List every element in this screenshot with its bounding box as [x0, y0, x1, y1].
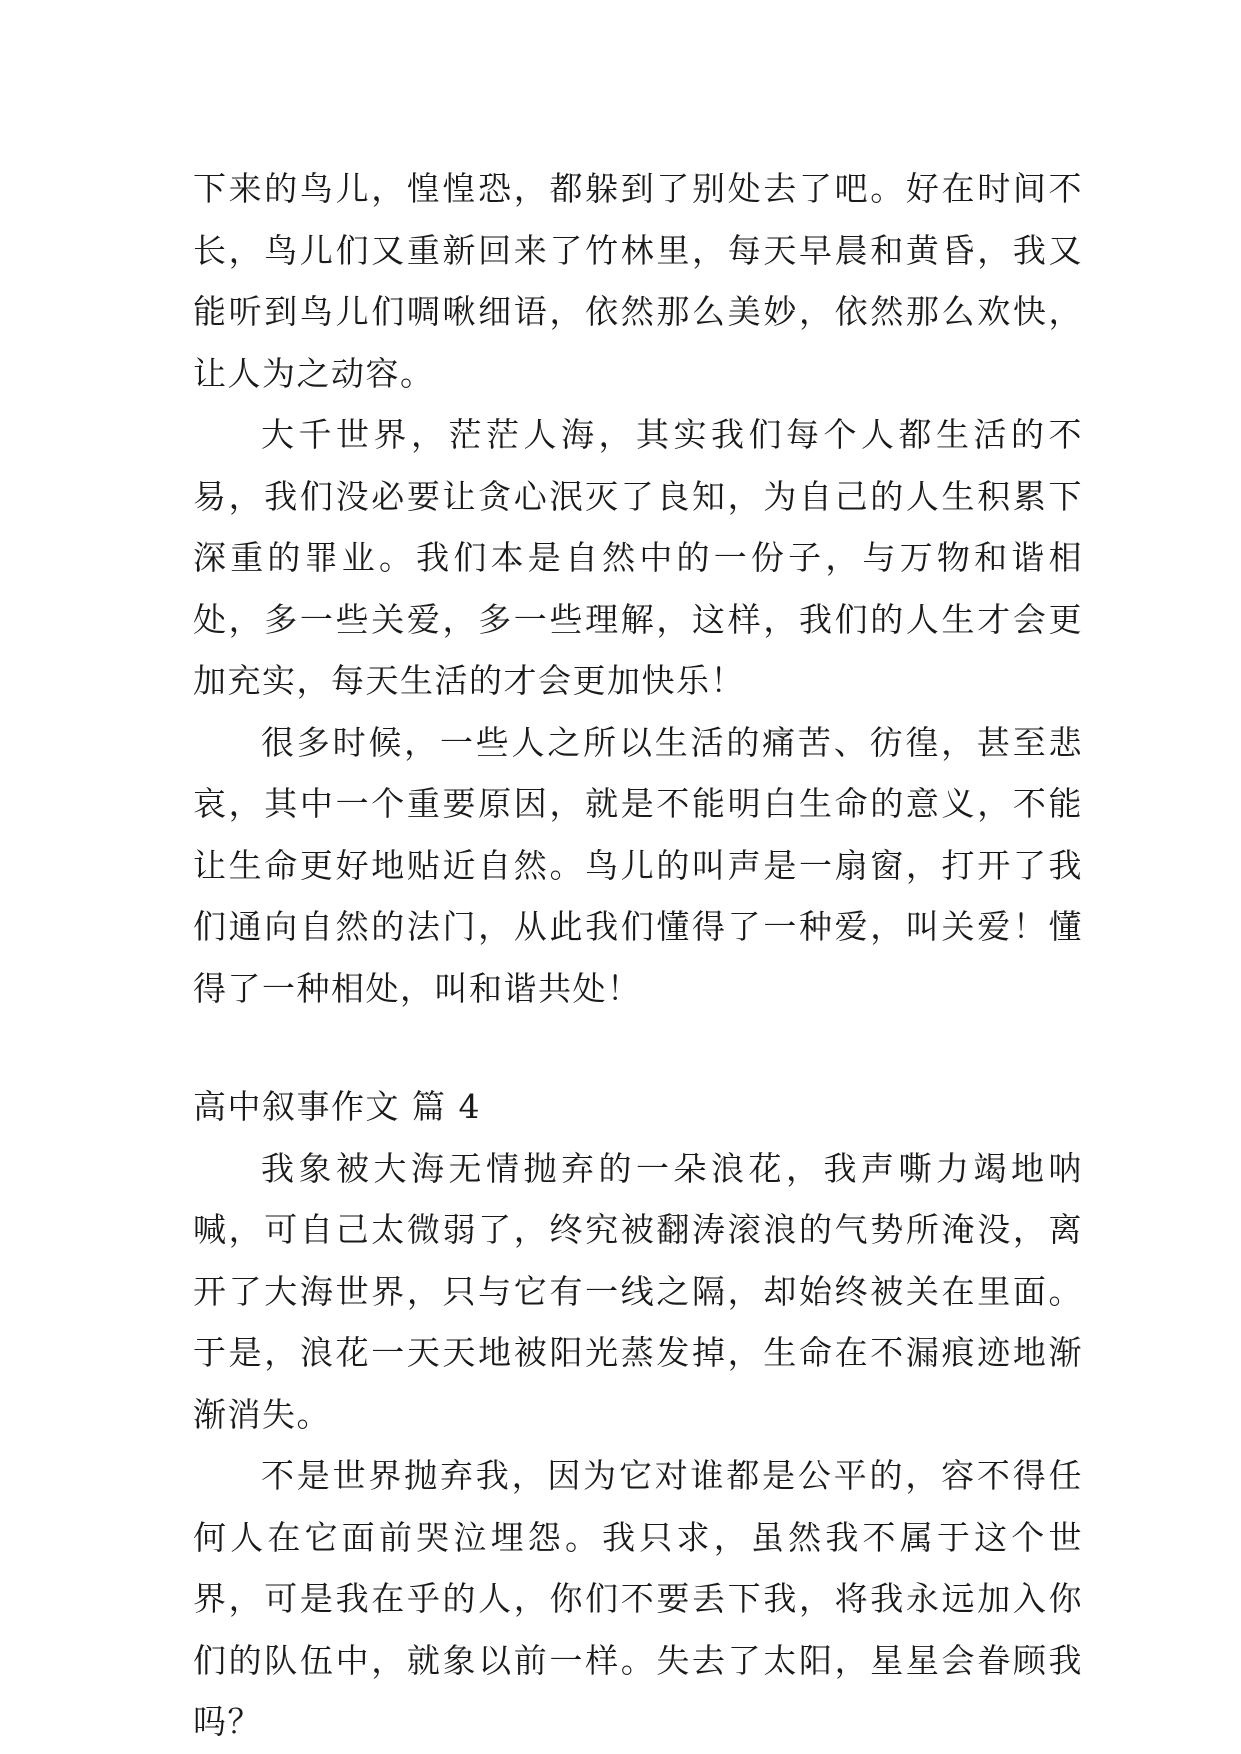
paragraph-3: 很多时候，一些人之所以生活的痛苦、彷徨，甚至悲哀，其中一个重要原因，就是不能明白生命的意义，不能让生命更好地贴近自然。鸟儿的叫声是一扇窗，打开了我们通向自然的法门，从此我们懂得了一种爱，叫关爱！懂得了一种相处，叫和谐共处！: [193, 722, 1083, 1008]
section-heading: 高中叙事作文 篇 4: [193, 1087, 481, 1126]
section-gap: [193, 1019, 1083, 1076]
paragraph-5: 不是世界抛弃我，因为它对谁都是公平的，容不得任何人在它面前哭泣埋怨。我只求，虽然我不属于这个世界，可是我在乎的人，你们不要丢下我，将我永远加入你们的队伍中，就象以前一样。失去了太阳，星星会眷顾我吗？: [193, 1456, 1083, 1741]
paragraph-1: 下来的鸟儿，惶惶恐，都躲到了别处去了吧。好在时间不长，鸟儿们又重新回来了竹林里，每天早晨和黄昏，我又能听到鸟儿们啁啾细语，依然那么美妙，依然那么欢快，让人为之动容。: [193, 169, 1083, 393]
document-body: [193, 158, 1083, 1753]
paragraph-4: 我象被大海无情抛弃的一朵浪花，我声嘶力竭地呐喊，可自己太微弱了，终究被翻涛滚浪的气势所淹没，离开了大海世界，只与它有一线之隔，却始终被关在里面。于是，浪花一天天地被阳光蒸发掉，生命在不漏痕迹地渐渐消失。: [193, 1148, 1083, 1434]
paragraph-2: 大千世界，茫茫人海，其实我们每个人都生活的不易，我们没必要让贪心泯灭了良知，为自己的人生积累下深重的罪业。我们本是自然中的一份子，与万物和谐相处，多一些关爱，多一些理解，这样，我们的人生才会更加充实，每天生活的才会更加快乐！: [193, 415, 1083, 700]
